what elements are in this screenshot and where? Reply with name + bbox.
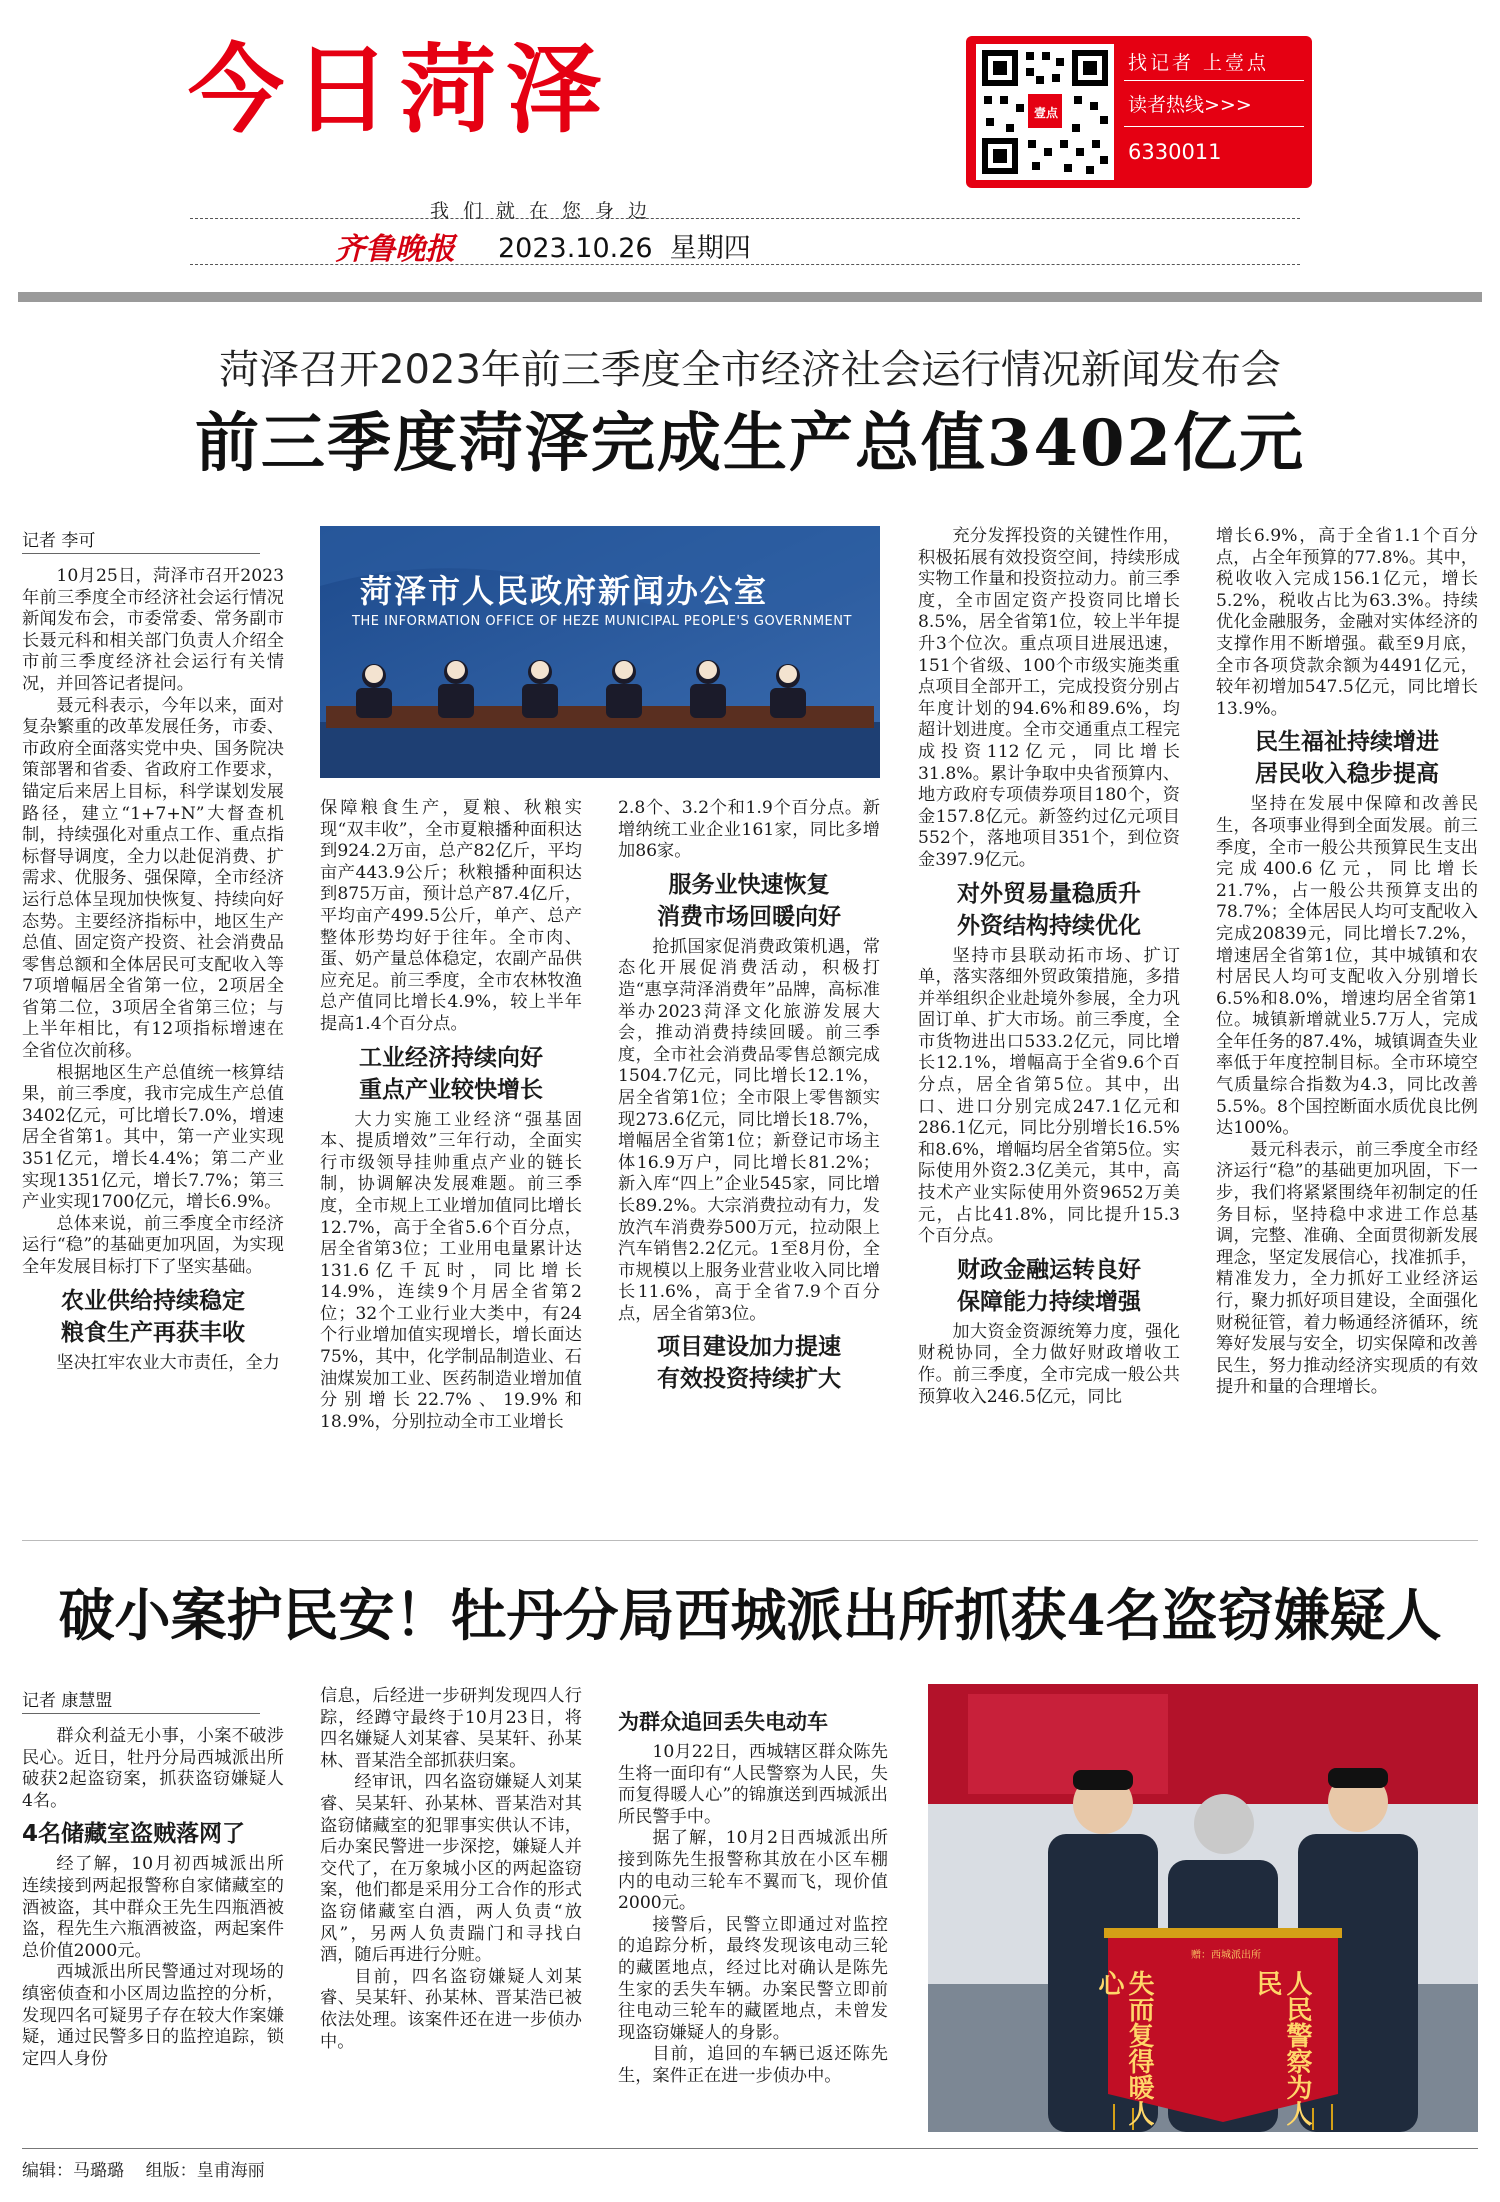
section-band xyxy=(18,292,1482,302)
subhead xyxy=(320,1042,582,1106)
paragraph: 增长6.9%，高于全省1.1个百分点，占全年预算的77.8%。其中，税收收入完成156.1亿元，增长5.2%，税收占比为63.3%。持续优化金融服务，金融对实体经济的支撑作用不断增强。截至9月底，全市各项贷款余额为4491亿元，较年初增加547.5亿元，同比增长13.9%。 xyxy=(1216,526,1478,719)
paragraph: 抢抓国家促消费政策机遇，常态化开展促消费活动，积极打造“惠享菏泽消费年”品牌，高标准举办2023菏泽文化旅游发展大会，推动消费持续回暖。前三季度，全市社会消费品零售总额完成1504.7亿元，同比增长12.1%，居全省第1位；全市限上零售额实现273.6亿元，同比增长18.7%，增幅居全省第1位；新登记市场主体16.9万户，同比增长81.2%；新入库“四上”企业545家，同比增长89.2%。大宗消费拉动有力，发放汽车消费券500万元，拉动限上汽车销售2.2亿元。1至8月份，全市规模以上服务业营业收入同比增长11.6%，高于全省7.9个百分点，居全省第3位。 xyxy=(618,936,880,1324)
photo-title-cn: 菏泽市人民政府新闻办公室 xyxy=(360,572,769,610)
paragraph: 2.8个、3.2个和1.9个百分点。新增纳统工业企业161家，同比多增加86家。 xyxy=(618,798,880,862)
subhead xyxy=(22,1285,284,1349)
masthead-slogan: 我们就在您身边 xyxy=(430,200,662,222)
paragraph: 信息，后经进一步研判发现四人行踪，经蹲守最终于10月23日，将四名嫌疑人刘某睿、吴某轩、孙某林、晋某浩全部抓获归案。 xyxy=(320,1686,582,1771)
subhead-line: 项目建设加力提速 xyxy=(657,1334,841,1361)
subhead xyxy=(1216,726,1478,790)
paragraph: 群众利益无小事，小案不破涉民心。近日，牡丹分局西城派出所破获2起盗窃案，抓获盗窃嫌疑人4名。 xyxy=(22,1726,284,1811)
qr-code-icon[interactable] xyxy=(976,44,1114,180)
paper-name: 齐鲁晚报 xyxy=(335,232,455,267)
subhead xyxy=(918,878,1180,942)
subhead-line: 保障能力持续增强 xyxy=(957,1288,1141,1315)
story1-kicker: 菏泽召开2023年前三季度全市经济社会运行情况新闻发布会 xyxy=(219,347,1281,393)
hotline-label: 读者热线>>> xyxy=(1128,94,1252,116)
hotline-divider xyxy=(1124,126,1304,127)
banner-line: 失而复得暖人心 xyxy=(1094,1970,1154,2126)
paragraph: 加大资金资源统筹力度，强化财税协同，全力做好财政增收工作。前三季度，全市完成一般公共预算收入246.5亿元，同比 xyxy=(918,1321,1180,1407)
subhead-line: 粮食生产再获丰收 xyxy=(61,1319,245,1346)
subhead xyxy=(918,1254,1180,1318)
subhead: 为群众追回丢失电动车 xyxy=(618,1710,828,1734)
subhead-line: 农业供给持续稳定 xyxy=(61,1287,245,1314)
weekday: 星期四 xyxy=(669,233,751,264)
footer-credits xyxy=(22,2156,265,2181)
paragraph: 坚持市县联动拓市场、扩订单，落实落细外贸政策措施，多措并举组织企业赴境外参展，全力巩固订单、扩大市场。前三季度，全市货物进出口533.2亿元，同比增长12.1%，增幅高于全省9.6个百分点，居全省第5位。其中，出口、进口分别完成247.1亿元和286.1亿元，同比分别增长16.5%和8.6%，增幅均居全省第5位。实际使用外资2.3亿美元，其中，高技术产业实际使用外资9652万美元，占比41.8%，同比提升15.3个百分点。 xyxy=(918,945,1180,1247)
subhead-line: 消费市场回暖向好 xyxy=(657,903,841,930)
editor-credit: 编辑：马璐璐 xyxy=(22,2161,124,2181)
masthead-brand: 今日菏泽 xyxy=(188,34,612,146)
issue-date xyxy=(498,226,751,265)
paragraph: 10月22日，西城辖区群众陈先生将一面印有“人民警察为人民，失而复得暖人心”的锦旗送到西城派出所民警手中。 xyxy=(618,1742,888,1827)
story2-column-3 xyxy=(618,1700,888,2088)
story1-column-4 xyxy=(918,526,1180,1408)
paragraph: 聂元科表示，今年以来，面对复杂繁重的改革发展任务，市委、市政府全面落实党中央、国务院决策部署和省委、省政府工作要求，锚定后来居上目标，科学谋划发展路径，建立“1+7+N”大督查机制，持续强化对重点工作、重点指标督导调度，全力以赴促消费、扩需求、优服务、强保障，全市经济运行总体呈现加快恢复、持续向好态势。主要经济指标中，地区生产总值、固定资产投资、社会消费品零售总额和全体居民可支配收入等7项增幅居全省第一位，2项居全省第二位，3项居全省第三位；与上半年相比，有12项指标增速在全省位次前移。 xyxy=(22,695,284,1062)
paragraph: 聂元科表示，前三季度全市经济运行“稳”的基础更加巩固，下一步，我们将紧紧围绕年初制定的任务目标，坚持稳中求进工作总基调，完整、准确、全面贯彻新发展理念，坚定发展信心，找准抓手，精准发力，全力抓好工业经济运行，聚力抓好项目建设，全面强化财税征管，着力畅通经济循环，统筹好发展与安全，切实保障和改善民生，努力推动经济实现质的有效提升和量的合理增长。 xyxy=(1216,1139,1478,1398)
story1-column-2 xyxy=(320,798,582,1433)
subhead-line: 财政金融运转良好 xyxy=(957,1256,1141,1283)
paragraph: 10月25日，菏泽市召开2023年前三季度全市经济社会运行情况新闻发布会，市委常委、常务副市长聂元科和相关部门负责人介绍全市前三季度经济社会运行有关情况，并回答记者提问。 xyxy=(22,566,284,694)
story2-column-2 xyxy=(320,1686,582,2053)
photo-title-en: THE INFORMATION OFFICE OF HEZE MUNICIPAL PEOPLE'S GOVERNMENT xyxy=(352,614,852,629)
paragraph: 目前，四名盗窃嫌疑人刘某睿、吴某轩、孙某林、晋某浩已被依法处理。该案件还在进一步侦办中。 xyxy=(320,1966,582,2052)
story1-byline: 记者 李可 xyxy=(22,526,260,554)
paragraph: 总体来说，前三季度全市经济运行“稳”的基础更加巩固，为实现全年发展目标打下了坚实基础。 xyxy=(22,1213,284,1277)
subhead xyxy=(618,869,880,933)
paragraph: 坚持在发展中保障和改善民生，各项事业得到全面发展。前三季度，全市一般公共预算民生支出完成400.6亿元，同比增长21.7%，占一般公共预算支出的78.7%；全体居民人均可支配收入完成20839元，同比增长7.2%，增速居全省第1位，其中城镇和农村居民人均可支配收入分别增长6.5%和8.0%，增速均居全省第1位。城镇新增就业5.7万人，完成全年任务的87.4%，城镇调查失业率低于年度控制目标。全市环境空气质量综合指数为4.3，同比改善5.5%。8个国控断面水质优良比例达100%。 xyxy=(1216,794,1478,1139)
subhead-line: 有效投资持续扩大 xyxy=(657,1366,841,1393)
subhead-line: 民生福祉持续增进 xyxy=(1255,729,1439,756)
subhead: 4名储藏室盗贼落网了 xyxy=(22,1821,246,1848)
story1-column-5 xyxy=(1216,526,1478,1399)
subhead-line: 服务业快速恢复 xyxy=(668,871,830,898)
subhead-line: 工业经济持续向好 xyxy=(359,1044,543,1071)
story2-byline: 记者 康慧盟 xyxy=(22,1686,260,1714)
subhead xyxy=(618,1331,880,1395)
subhead-line: 对外贸易量稳质升 xyxy=(957,880,1141,907)
paragraph: 经审讯，四名盗窃嫌疑人刘某睿、吴某轩、孙某林、晋某浩对其盗窃储藏室的犯罪事实供认不讳，后办案民警进一步深挖，嫌疑人并交代了，在万象城小区的两起盗窃案，他们都是采用分工合作的形式盗窃储藏室白酒，两人负责“放风”，另两人负责踹门和寻找白酒，随后再进行分赃。 xyxy=(320,1772,582,1966)
story1-column-3 xyxy=(618,798,880,1399)
subhead-line: 重点产业较快增长 xyxy=(359,1076,543,1103)
story2-column-1 xyxy=(22,1726,284,2070)
press-conference-photo xyxy=(320,526,880,778)
layout-credit: 组版：皇甫海丽 xyxy=(145,2161,265,2181)
hotline-title: 找记者 上壹点 xyxy=(1128,52,1270,74)
masthead-rule xyxy=(190,218,1300,220)
paragraph: 充分发挥投资的关键性作用，积极拓展有效投资空间，持续形成实物工作量和投资拉动力。前三季度，全市固定资产投资同比增长8.5%，居全省第1位，较上半年提升3个位次。重点项目进展迅速，151个省级、100个市级实施类重点项目全部开工，完成投资分别占年度计划的94.6%和89.6%，均超计划进度。全市交通重点工程完成投资112亿元，同比增长31.8%。累计争取中央省预算内、地方政府专项债券项目180个，资金157.8亿元。新签约过亿元项目552个，落地项目351个，到位资金397.9亿元。 xyxy=(918,526,1180,870)
paragraph: 经了解，10月初西城派出所连续接到两起报警称自家储藏室的酒被盗，其中群众王先生四瓶酒被盗，程先生六瓶酒被盗，两起案件总价值2000元。 xyxy=(22,1854,284,1961)
masthead-rule xyxy=(190,264,1300,266)
story1-column-1 xyxy=(22,566,284,1374)
police-banner-photo xyxy=(928,1684,1478,2132)
hotline-divider xyxy=(1124,80,1304,81)
paragraph: 根据地区生产总值统一核算结果，前三季度，我市完成生产总值3402亿元，可比增长7.0%，增速居全省第1。其中，第一产业实现351亿元，增长4.4%；第二产业实现1351亿元，增长7.7%；第三产业实现1700亿元，增长6.9%。 xyxy=(22,1062,284,1213)
story2-headline: 破小案护民安！牡丹分局西城派出所抓获4名盗窃嫌疑人 xyxy=(58,1583,1442,1649)
banner-line: 人民警察为人民 xyxy=(1252,1970,1312,2126)
banner-header: 赠：西城派出所 xyxy=(1191,1950,1261,1961)
hotline-number[interactable]: 6330011 xyxy=(1128,140,1222,164)
footer-rule xyxy=(22,2148,1478,2149)
qr-badge: 壹点 xyxy=(1034,106,1059,120)
date: 2023.10.26 xyxy=(498,233,653,264)
subhead-line: 居民收入稳步提高 xyxy=(1255,761,1439,788)
paragraph: 大力实施工业经济“强基固本、提质增效”三年行动，全面实行市级领导挂帅重点产业的链长制，协调解决发展难题。前三季度，全市规上工业增加值同比增长12.7%，高于全省5.6个百分点，居全省第3位；工业用电量累计达131.6亿千瓦时，同比增长14.9%，连续9个月居全省第2位；32个工业行业大类中，有24个行业增加值实现增长，增长面达75%，其中，化学制品制造业、石油煤炭加工业、医药制造业增加值分别增长22.7%、19.9%和18.9%，分别拉动全市工业增长 xyxy=(320,1109,582,1432)
subhead-line: 外资结构持续优化 xyxy=(957,912,1141,939)
paragraph: 接警后，民警立即通过对监控的追踪分析，最终发现该电动三轮的藏匿地点，经过比对确认是陈先生家的丢失车辆。办案民警立即前往电动三轮车的藏匿地点，未曾发现盗窃嫌疑人的身影。 xyxy=(618,1914,888,2043)
paragraph: 目前，追回的车辆已返还陈先生，案件正在进一步侦办中。 xyxy=(618,2044,888,2086)
paragraph: 据了解，10月2日西城派出所接到陈先生报警称其放在小区车棚内的电动三轮车不翼而飞，现价值2000元。 xyxy=(618,1828,888,1914)
paragraph: 保障粮食生产，夏粮、秋粮实现“双丰收”，全市夏粮播种面积达到924.2万亩，总产82亿斤，平均亩产443.9公斤；秋粮播种面积达到875万亩，预计总产87.4亿斤，平均亩产499.5公斤，单产、总产整体形势均好于往年。全市肉、蛋、奶产量总体稳定，农副产品供应充足。前三季度，全市农林牧渔总产值同比增长4.9%，较上半年提高1.4个百分点。 xyxy=(320,798,582,1034)
paragraph: 西城派出所民警通过对现场的缜密侦查和小区周边监控的分析，发现四名可疑男子存在较大作案嫌疑，通过民警多日的监控追踪，锁定四人身份 xyxy=(22,1962,284,2069)
paragraph: 坚决扛牢农业大市责任，全力 xyxy=(56,1352,280,1373)
story-divider xyxy=(22,1540,1478,1541)
story1-headline: 前三季度菏泽完成生产总值3402亿元 xyxy=(194,406,1306,481)
